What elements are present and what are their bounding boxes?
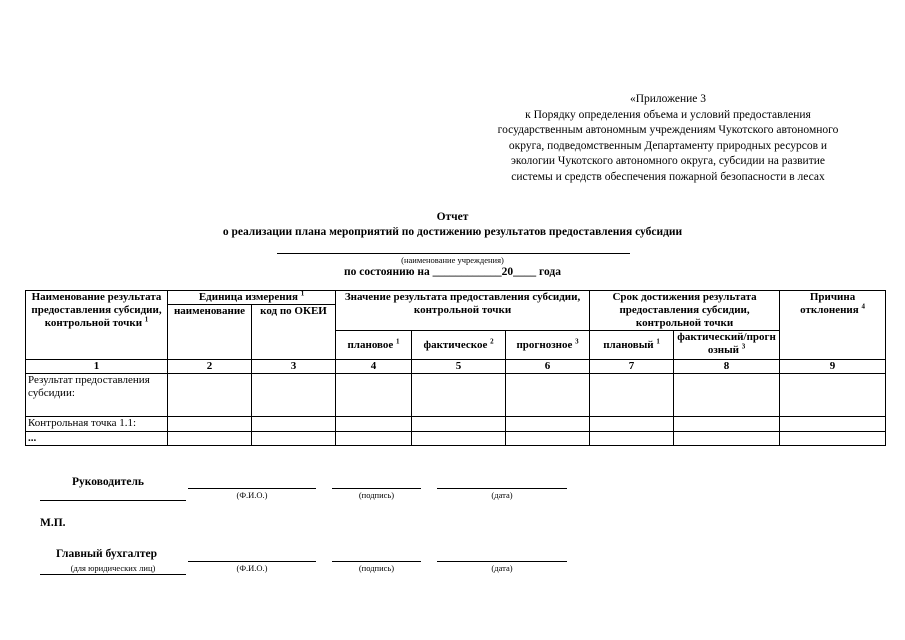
column-number: 7: [590, 360, 674, 374]
appendix-line: округа, подведомственным Департаменту природных ресурсов и: [508, 139, 828, 152]
table-cell[interactable]: [336, 417, 412, 432]
column-number: 5: [412, 360, 506, 374]
table-cell[interactable]: [674, 374, 780, 417]
asof-prefix: по состоянию на: [344, 266, 430, 278]
table-cell[interactable]: [506, 374, 590, 417]
table-cell[interactable]: [412, 417, 506, 432]
accountant-fio-line[interactable]: [188, 561, 316, 562]
head-fio-line[interactable]: [188, 488, 316, 489]
row-label: Контрольная точка 1.1:: [26, 417, 168, 432]
table-row: [26, 417, 886, 432]
appendix-line: к Порядку определения объема и условий предоставления: [525, 108, 811, 121]
column-number: 8: [674, 360, 780, 374]
table-cell[interactable]: [168, 374, 252, 417]
head-label: Руководитель: [72, 476, 144, 488]
header-result-name: Наименование результата предоставления субсидии, контрольной точки $^1$: [26, 291, 168, 360]
asof-suffix: года: [539, 266, 561, 278]
appendix-line: государственным автономным учреждениям Чукотского автономного: [497, 124, 839, 137]
table-cell[interactable]: [336, 432, 412, 446]
appendix-block: [468, 92, 868, 186]
report-subtitle: о реализации плана мероприятий по достижению результатов предоставления субсидии: [222, 226, 683, 238]
header-value: Значение результата предоставления субсидии, контрольной точки: [336, 291, 590, 331]
table-cell[interactable]: [780, 374, 886, 417]
table-cell[interactable]: [780, 432, 886, 446]
report-heading: [0, 210, 905, 240]
column-number: 1: [26, 360, 168, 374]
head-position-line[interactable]: [40, 500, 186, 501]
report-table: [25, 290, 886, 446]
accountant-date-line[interactable]: [437, 561, 567, 562]
table-cell[interactable]: [506, 432, 590, 446]
table-cell[interactable]: [252, 374, 336, 417]
asof-year-blank[interactable]: ____: [513, 266, 537, 278]
head-signature-line[interactable]: [332, 488, 421, 489]
table-row: [26, 432, 886, 446]
table-cell[interactable]: [252, 432, 336, 446]
legal-entity-line: [40, 574, 186, 575]
header-forecast: прогнозное $^3$: [506, 331, 590, 360]
header-unit-name: наименование: [168, 305, 252, 360]
header-unit: Единица измерения $^1$: [168, 291, 336, 305]
stamp-label: М.П.: [40, 517, 66, 529]
table-cell[interactable]: [252, 417, 336, 432]
table-cell[interactable]: [168, 417, 252, 432]
head-date-caption: (дата): [491, 490, 513, 500]
appendix-line: системы и средств обеспечения пожарной безопасности в лесах: [511, 170, 825, 183]
header-deadline-actual: фактический/прогнозный $^3$: [674, 331, 780, 360]
header-reason: Причина отклонения $^4$: [780, 291, 886, 360]
column-number: 3: [252, 360, 336, 374]
asof-blank-field[interactable]: ____________: [432, 266, 502, 278]
report-title: Отчет: [436, 211, 469, 223]
table-cell[interactable]: [674, 432, 780, 446]
header-actual: фактическое $^2$: [412, 331, 506, 360]
head-fio-caption: (Ф.И.О.): [236, 490, 268, 500]
appendix-line: «Приложение 3: [629, 93, 707, 105]
row-label: ...: [26, 432, 168, 446]
column-number: 4: [336, 360, 412, 374]
table-cell[interactable]: [506, 417, 590, 432]
asof-year: 20: [501, 266, 514, 278]
head-signature-caption: (подпись): [358, 490, 395, 500]
accountant-signature-caption: (подпись): [358, 563, 395, 573]
table-cell[interactable]: [412, 432, 506, 446]
org-name-line[interactable]: [277, 253, 630, 254]
table-cell[interactable]: [590, 417, 674, 432]
legal-entity-caption: (для юридических лиц): [70, 563, 156, 573]
header-deadline: Срок достижения результата предоставления субсидии, контрольной точки: [590, 291, 780, 331]
column-number: 6: [506, 360, 590, 374]
row-label: Результат предоставления субсидии:: [26, 374, 168, 417]
accountant-label: Главный бухгалтер: [56, 548, 158, 560]
table-cell[interactable]: [590, 432, 674, 446]
table-cell[interactable]: [412, 374, 506, 417]
org-name-caption: (наименование учреждения): [401, 255, 504, 265]
table-cell[interactable]: [590, 374, 674, 417]
table-row: [26, 374, 886, 417]
accountant-fio-caption: (Ф.И.О.): [236, 563, 268, 573]
table-cell[interactable]: [674, 417, 780, 432]
column-number: 2: [168, 360, 252, 374]
accountant-date-caption: (дата): [491, 563, 513, 573]
accountant-signature-line[interactable]: [332, 561, 421, 562]
header-unit-code: код по ОКЕИ: [252, 305, 336, 360]
table-cell[interactable]: [780, 417, 886, 432]
table-cell[interactable]: [168, 432, 252, 446]
header-planned: плановое $^1$: [336, 331, 412, 360]
appendix-line: экологии Чукотского автономного округа, субсидии на развитие: [511, 155, 825, 168]
head-date-line[interactable]: [437, 488, 567, 489]
column-number: 9: [780, 360, 886, 374]
header-deadline-planned: плановый $^1$: [590, 331, 674, 360]
as-of-date: [0, 266, 905, 278]
table-cell[interactable]: [336, 374, 412, 417]
